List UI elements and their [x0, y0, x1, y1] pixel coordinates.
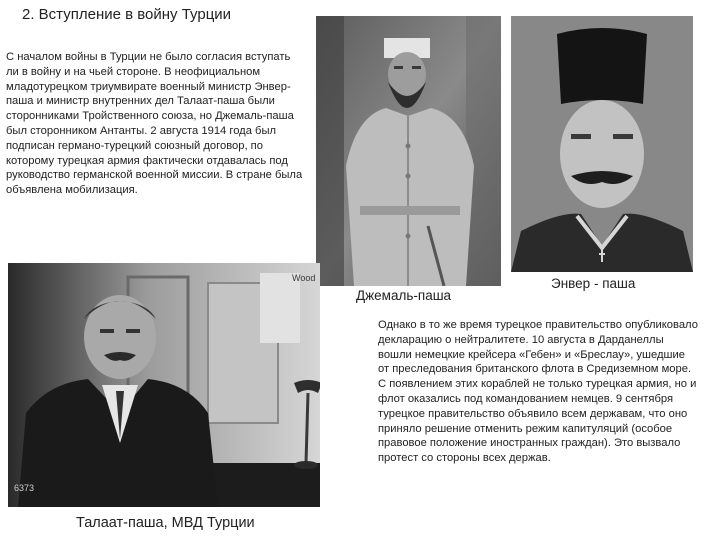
talaat-pasha-photo [8, 263, 320, 507]
photo-studio-mark: Wood [292, 273, 316, 283]
djemal-pasha-photo [316, 16, 501, 286]
slide-title: 2. Вступление в войну Турции [22, 6, 232, 23]
second-paragraph: Однако в то же время турецкое правительство опубликовало декларацию о нейтралитете. 10 августа в Дарданеллы вошли немецкие крейсера «Гебен» и «Бреслау», ушедшие от преследования британского флота в Средиземном море. С появлением этих кораблей не только турецкая армия, но и флот оказались под командованием немцев. 9 сентября турецкое правительство объявило всем державам, что оно приняло решение отменить режим капитуляций (особое правовое положение иностранных граждан). Это вызвало протест со стороны всех держав. [378, 319, 698, 465]
djemal-pasha-caption: Джемаль-паша [356, 288, 452, 303]
enver-pasha-caption: Энвер - паша [551, 276, 636, 291]
talaat-pasha-caption: Талаат-паша, МВД Турции [76, 515, 255, 531]
photo-archive-number: 6373 [14, 483, 35, 493]
enver-pasha-photo [511, 16, 693, 272]
intro-paragraph: С началом войны в Турции не было согласия вступать ли в войну и на чьей стороне. В неофициальном младотурецком триумвирате военный министр Энвер-паша и министр внутренних дел Талаат-паша были сторонниками Тройственного союза, но Джемаль-паша был сторонником Антанты. 2 августа 1914 года был подписан германо-турецкий союзный договор, по которому турецкая армия фактически отдавалась под руководство германской военной миссии. В стране была объявлена мобилизация. [6, 51, 303, 197]
